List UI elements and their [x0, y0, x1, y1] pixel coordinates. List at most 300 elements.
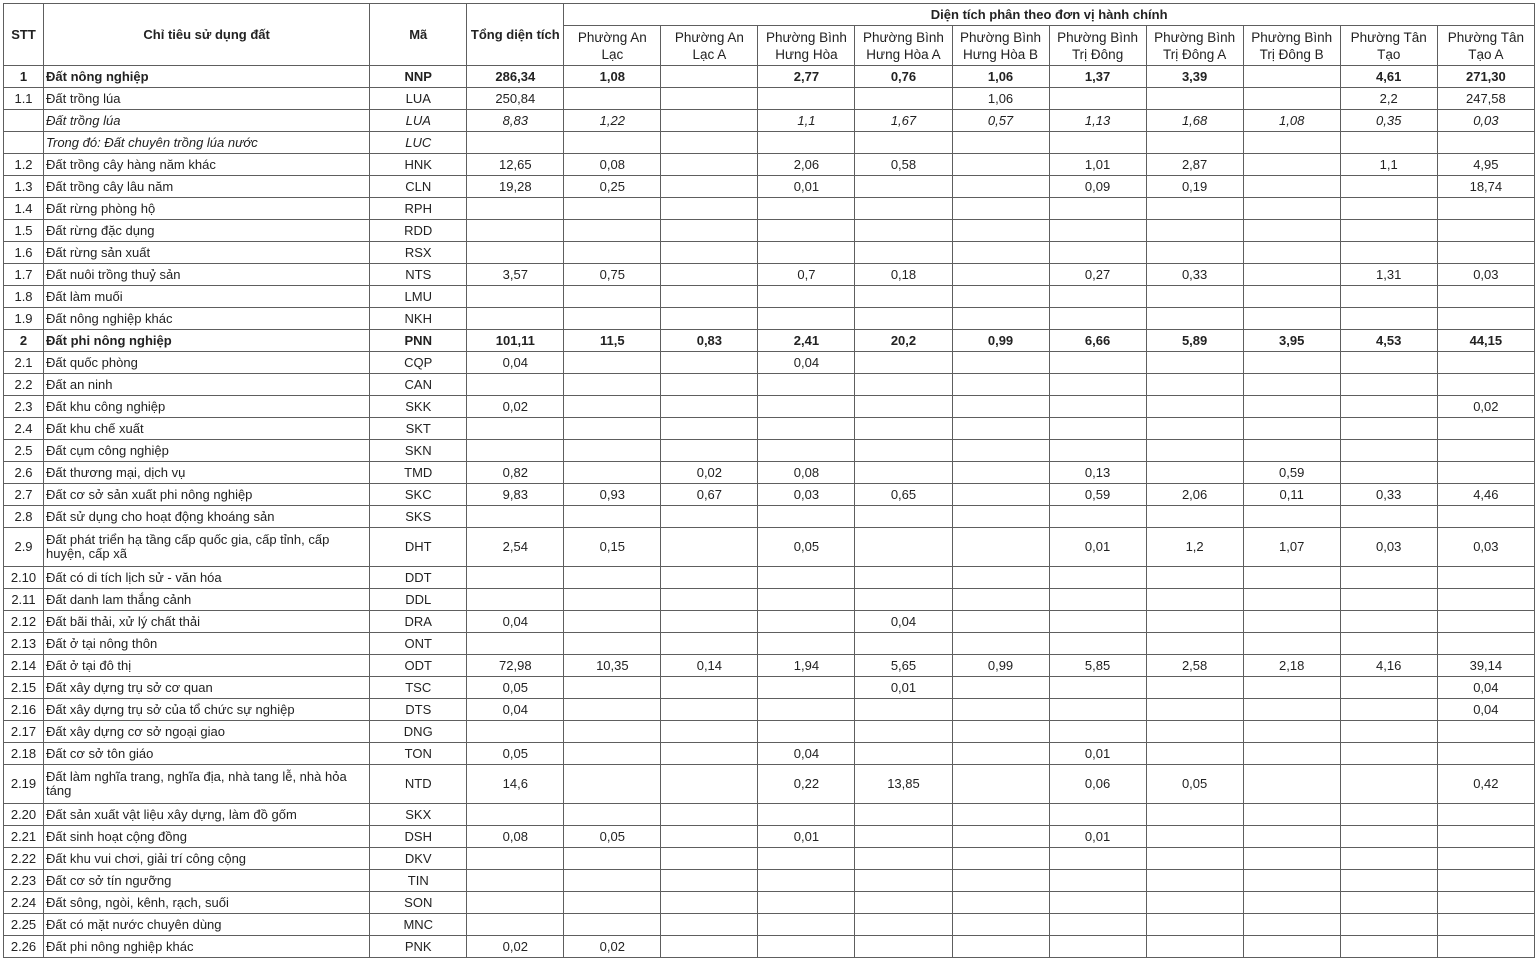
row-ward-cell	[1243, 848, 1340, 870]
row-ward-cell	[1049, 132, 1146, 154]
header-ward: Phường Bình Trị Đông B	[1243, 26, 1340, 66]
row-ward-cell	[855, 88, 952, 110]
row-ward-cell: 0,15	[564, 528, 661, 567]
row-stt-cell: 2.17	[4, 721, 44, 743]
row-ward-cell: 20,2	[855, 330, 952, 352]
row-ward-cell	[758, 611, 855, 633]
row-ward-cell	[952, 528, 1049, 567]
row-ward-cell: 4,16	[1340, 655, 1437, 677]
row-ward-cell	[952, 699, 1049, 721]
row-code-cell: LUA	[370, 110, 467, 132]
row-ward-cell	[1437, 374, 1534, 396]
row-ward-cell	[758, 308, 855, 330]
row-code-cell: LUC	[370, 132, 467, 154]
row-ward-cell	[952, 826, 1049, 848]
row-indicator-cell: Đất rừng sản xuất	[44, 242, 370, 264]
row-ward-cell: 0,57	[952, 110, 1049, 132]
row-indicator-cell: Đất ở tại đô thị	[44, 655, 370, 677]
row-indicator-cell: Đất an ninh	[44, 374, 370, 396]
row-ward-cell: 0,08	[564, 154, 661, 176]
row-ward-cell	[1437, 462, 1534, 484]
row-stt-cell: 1.1	[4, 88, 44, 110]
row-ward-cell	[952, 589, 1049, 611]
row-ward-cell: 2,06	[1146, 484, 1243, 506]
row-ward-cell	[1437, 826, 1534, 848]
row-ward-cell	[1049, 440, 1146, 462]
row-ward-cell: 0,13	[1049, 462, 1146, 484]
row-ward-cell: 1,07	[1243, 528, 1340, 567]
row-ward-cell	[564, 804, 661, 826]
row-stt-cell: 1.6	[4, 242, 44, 264]
row-ward-cell	[661, 567, 758, 589]
row-ward-cell: 1,08	[564, 66, 661, 88]
row-ward-cell	[1049, 936, 1146, 958]
row-ward-cell	[564, 892, 661, 914]
row-ward-cell	[952, 848, 1049, 870]
row-ward-cell	[564, 743, 661, 765]
table-row	[4, 611, 1535, 633]
row-ward-cell	[952, 462, 1049, 484]
row-ward-cell	[952, 611, 1049, 633]
row-ward-cell	[1243, 220, 1340, 242]
row-code-cell: DTS	[370, 699, 467, 721]
row-ward-cell	[661, 154, 758, 176]
row-indicator-cell: Đất xây dựng cơ sở ngoại giao	[44, 721, 370, 743]
row-code-cell: DSH	[370, 826, 467, 848]
row-stt-cell: 2.5	[4, 440, 44, 462]
row-total-cell: 0,02	[467, 936, 564, 958]
row-ward-cell	[1146, 440, 1243, 462]
row-total-cell	[467, 132, 564, 154]
row-total-cell: 14,6	[467, 765, 564, 804]
table-row	[4, 914, 1535, 936]
row-ward-cell	[1049, 352, 1146, 374]
row-ward-cell	[1243, 765, 1340, 804]
row-ward-cell	[758, 567, 855, 589]
row-ward-cell	[564, 198, 661, 220]
row-ward-cell	[1340, 589, 1437, 611]
row-ward-cell	[1146, 88, 1243, 110]
header-ward-group: Diện tích phân theo đơn vị hành chính	[564, 4, 1535, 26]
row-ward-cell	[855, 914, 952, 936]
row-ward-cell	[1146, 589, 1243, 611]
row-total-cell: 250,84	[467, 88, 564, 110]
row-ward-cell: 247,58	[1437, 88, 1534, 110]
row-ward-cell	[758, 220, 855, 242]
row-ward-cell	[1243, 870, 1340, 892]
row-ward-cell: 0,7	[758, 264, 855, 286]
row-ward-cell: 0,01	[758, 176, 855, 198]
row-ward-cell	[855, 699, 952, 721]
row-total-cell	[467, 804, 564, 826]
row-ward-cell	[1146, 286, 1243, 308]
row-total-cell	[467, 418, 564, 440]
row-ward-cell: 4,95	[1437, 154, 1534, 176]
row-ward-cell	[1146, 374, 1243, 396]
row-ward-cell	[1437, 848, 1534, 870]
row-ward-cell: 0,05	[1146, 765, 1243, 804]
row-code-cell: LUA	[370, 88, 467, 110]
row-ward-cell	[952, 721, 1049, 743]
row-ward-cell	[1146, 633, 1243, 655]
row-ward-cell	[952, 220, 1049, 242]
row-ward-cell	[952, 765, 1049, 804]
row-ward-cell	[758, 440, 855, 462]
row-ward-cell: 0,01	[855, 677, 952, 699]
row-stt-cell: 2.14	[4, 655, 44, 677]
row-ward-cell	[661, 633, 758, 655]
row-ward-cell	[855, 528, 952, 567]
row-ward-cell: 0,01	[1049, 528, 1146, 567]
row-ward-cell	[1243, 633, 1340, 655]
row-ward-cell	[1049, 567, 1146, 589]
row-ward-cell	[758, 804, 855, 826]
row-ward-cell	[1146, 848, 1243, 870]
row-ward-cell	[661, 308, 758, 330]
row-ward-cell: 1,2	[1146, 528, 1243, 567]
row-ward-cell	[1340, 826, 1437, 848]
row-code-cell: NNP	[370, 66, 467, 88]
row-ward-cell	[758, 88, 855, 110]
table-row	[4, 110, 1535, 132]
row-ward-cell: 0,05	[564, 826, 661, 848]
row-ward-cell	[1049, 892, 1146, 914]
row-ward-cell	[1146, 892, 1243, 914]
table-row	[4, 440, 1535, 462]
row-ward-cell: 0,19	[1146, 176, 1243, 198]
row-ward-cell	[1243, 242, 1340, 264]
row-ward-cell	[1049, 308, 1146, 330]
row-ward-cell	[1146, 132, 1243, 154]
row-ward-cell	[1340, 699, 1437, 721]
row-ward-cell	[1437, 567, 1534, 589]
row-code-cell: CLN	[370, 176, 467, 198]
row-ward-cell	[661, 611, 758, 633]
row-ward-cell	[1437, 743, 1534, 765]
row-code-cell: CAN	[370, 374, 467, 396]
row-ward-cell	[1049, 418, 1146, 440]
row-ward-cell	[564, 352, 661, 374]
row-ward-cell: 2,41	[758, 330, 855, 352]
row-indicator-cell: Đất rừng đặc dụng	[44, 220, 370, 242]
row-code-cell: RPH	[370, 198, 467, 220]
row-ward-cell	[855, 440, 952, 462]
header-ward: Phường An Lạc A	[661, 26, 758, 66]
row-total-cell: 0,02	[467, 396, 564, 418]
row-ward-cell	[1437, 589, 1534, 611]
row-indicator-cell: Đất có di tích lịch sử - văn hóa	[44, 567, 370, 589]
row-total-cell	[467, 440, 564, 462]
row-ward-cell: 0,04	[1437, 677, 1534, 699]
row-ward-cell	[1049, 611, 1146, 633]
row-ward-cell	[661, 374, 758, 396]
row-ward-cell	[661, 677, 758, 699]
row-total-cell: 19,28	[467, 176, 564, 198]
row-ward-cell	[661, 804, 758, 826]
row-ward-cell	[1437, 611, 1534, 633]
row-ward-cell: 0,33	[1146, 264, 1243, 286]
row-ward-cell	[1437, 506, 1534, 528]
row-ward-cell	[855, 286, 952, 308]
row-ward-cell	[1437, 936, 1534, 958]
row-stt-cell: 2.12	[4, 611, 44, 633]
table-row	[4, 198, 1535, 220]
row-ward-cell: 11,5	[564, 330, 661, 352]
row-stt-cell: 2.24	[4, 892, 44, 914]
header-ward: Phường Bình Trị Đông A	[1146, 26, 1243, 66]
row-ward-cell	[1340, 677, 1437, 699]
row-ward-cell	[952, 154, 1049, 176]
row-ward-cell	[952, 286, 1049, 308]
row-indicator-cell: Đất có mặt nước chuyên dùng	[44, 914, 370, 936]
row-ward-cell	[564, 567, 661, 589]
table-row	[4, 633, 1535, 655]
row-ward-cell	[952, 804, 1049, 826]
row-ward-cell: 2,2	[1340, 88, 1437, 110]
row-ward-cell	[1243, 936, 1340, 958]
row-code-cell: ONT	[370, 633, 467, 655]
row-ward-cell	[855, 418, 952, 440]
row-ward-cell	[564, 589, 661, 611]
row-total-cell: 2,54	[467, 528, 564, 567]
row-ward-cell: 0,27	[1049, 264, 1146, 286]
row-stt-cell: 2.15	[4, 677, 44, 699]
row-ward-cell: 0,58	[855, 154, 952, 176]
row-ward-cell: 0,04	[758, 743, 855, 765]
row-ward-cell	[564, 308, 661, 330]
row-ward-cell	[661, 418, 758, 440]
row-ward-cell	[1340, 440, 1437, 462]
row-stt-cell: 1.8	[4, 286, 44, 308]
row-code-cell: TON	[370, 743, 467, 765]
row-ward-cell	[855, 374, 952, 396]
row-indicator-cell: Đất rừng phòng hộ	[44, 198, 370, 220]
row-ward-cell	[1243, 66, 1340, 88]
row-ward-cell	[661, 589, 758, 611]
row-total-cell	[467, 286, 564, 308]
row-ward-cell: 0,59	[1243, 462, 1340, 484]
row-ward-cell	[1340, 743, 1437, 765]
row-ward-cell	[855, 721, 952, 743]
row-ward-cell	[1340, 286, 1437, 308]
row-indicator-cell: Đất sinh hoạt cộng đồng	[44, 826, 370, 848]
row-ward-cell	[564, 396, 661, 418]
row-total-cell: 0,05	[467, 743, 564, 765]
row-ward-cell: 0,99	[952, 330, 1049, 352]
row-ward-cell: 0,18	[855, 264, 952, 286]
row-ward-cell: 0,03	[1437, 264, 1534, 286]
row-code-cell: SKT	[370, 418, 467, 440]
row-ward-cell	[1146, 721, 1243, 743]
row-ward-cell	[1146, 198, 1243, 220]
table-row	[4, 330, 1535, 352]
row-ward-cell	[564, 611, 661, 633]
row-ward-cell	[1049, 242, 1146, 264]
row-code-cell: TSC	[370, 677, 467, 699]
row-ward-cell: 0,25	[564, 176, 661, 198]
row-code-cell: ODT	[370, 655, 467, 677]
row-ward-cell	[758, 870, 855, 892]
row-code-cell: DDL	[370, 589, 467, 611]
row-code-cell: NTS	[370, 264, 467, 286]
row-ward-cell: 0,01	[1049, 826, 1146, 848]
row-ward-cell: 0,35	[1340, 110, 1437, 132]
row-ward-cell	[564, 914, 661, 936]
row-ward-cell	[1437, 352, 1534, 374]
row-total-cell	[467, 914, 564, 936]
row-stt-cell: 1	[4, 66, 44, 88]
row-ward-cell	[1243, 154, 1340, 176]
row-ward-cell: 1,01	[1049, 154, 1146, 176]
row-ward-cell	[952, 633, 1049, 655]
row-ward-cell: 0,14	[661, 655, 758, 677]
row-total-cell: 0,08	[467, 826, 564, 848]
row-ward-cell: 2,87	[1146, 154, 1243, 176]
row-ward-cell	[1243, 418, 1340, 440]
row-ward-cell: 0,02	[661, 462, 758, 484]
row-ward-cell	[1049, 396, 1146, 418]
table-row	[4, 154, 1535, 176]
row-ward-cell	[661, 765, 758, 804]
row-ward-cell: 6,66	[1049, 330, 1146, 352]
row-ward-cell: 4,53	[1340, 330, 1437, 352]
row-code-cell: DRA	[370, 611, 467, 633]
row-ward-cell	[855, 242, 952, 264]
row-indicator-cell: Đất trồng cây lâu năm	[44, 176, 370, 198]
row-ward-cell	[1146, 826, 1243, 848]
row-ward-cell: 5,65	[855, 655, 952, 677]
row-ward-cell: 0,42	[1437, 765, 1534, 804]
row-ward-cell	[1146, 352, 1243, 374]
header-indicator: Chỉ tiêu sử dụng đất	[44, 4, 370, 66]
row-ward-cell	[1243, 264, 1340, 286]
row-ward-cell	[661, 396, 758, 418]
row-ward-cell	[1146, 804, 1243, 826]
row-total-cell	[467, 848, 564, 870]
row-ward-cell	[564, 418, 661, 440]
table-row	[4, 242, 1535, 264]
row-ward-cell	[952, 198, 1049, 220]
row-ward-cell: 2,18	[1243, 655, 1340, 677]
row-ward-cell	[1340, 611, 1437, 633]
row-stt-cell	[4, 132, 44, 154]
row-ward-cell: 0,99	[952, 655, 1049, 677]
row-ward-cell	[564, 870, 661, 892]
row-total-cell	[467, 198, 564, 220]
row-code-cell: LMU	[370, 286, 467, 308]
row-ward-cell	[1146, 242, 1243, 264]
row-ward-cell	[855, 589, 952, 611]
row-total-cell: 286,34	[467, 66, 564, 88]
row-indicator-cell: Đất khu công nghiệp	[44, 396, 370, 418]
row-ward-cell	[564, 132, 661, 154]
row-ward-cell	[855, 396, 952, 418]
row-ward-cell	[564, 633, 661, 655]
row-ward-cell	[1243, 506, 1340, 528]
row-total-cell	[467, 870, 564, 892]
header-code: Mã	[370, 4, 467, 66]
row-ward-cell: 3,39	[1146, 66, 1243, 88]
row-ward-cell	[758, 242, 855, 264]
row-ward-cell	[1437, 286, 1534, 308]
row-ward-cell	[855, 352, 952, 374]
header-row-top	[4, 4, 1535, 26]
row-ward-cell	[661, 132, 758, 154]
row-ward-cell: 1,13	[1049, 110, 1146, 132]
row-ward-cell: 0,59	[1049, 484, 1146, 506]
row-indicator-cell: Đất cụm công nghiệp	[44, 440, 370, 462]
row-ward-cell: 1,31	[1340, 264, 1437, 286]
row-ward-cell: 1,94	[758, 655, 855, 677]
table-row	[4, 286, 1535, 308]
row-stt-cell: 1.7	[4, 264, 44, 286]
row-ward-cell	[1340, 462, 1437, 484]
row-ward-cell	[952, 892, 1049, 914]
row-ward-cell: 3,95	[1243, 330, 1340, 352]
row-ward-cell	[1340, 936, 1437, 958]
row-ward-cell	[1049, 374, 1146, 396]
row-stt-cell: 1.5	[4, 220, 44, 242]
row-ward-cell	[952, 870, 1049, 892]
row-ward-cell	[952, 264, 1049, 286]
row-ward-cell	[1340, 633, 1437, 655]
row-ward-cell	[952, 176, 1049, 198]
row-ward-cell	[661, 110, 758, 132]
row-stt-cell: 2.22	[4, 848, 44, 870]
row-code-cell: RDD	[370, 220, 467, 242]
row-ward-cell: 0,04	[1437, 699, 1534, 721]
row-indicator-cell: Đất danh lam thắng cảnh	[44, 589, 370, 611]
table-row	[4, 220, 1535, 242]
row-ward-cell	[1049, 804, 1146, 826]
row-ward-cell	[1437, 804, 1534, 826]
row-ward-cell	[855, 462, 952, 484]
row-ward-cell	[661, 286, 758, 308]
row-ward-cell	[952, 352, 1049, 374]
row-ward-cell	[661, 198, 758, 220]
row-ward-cell	[1340, 374, 1437, 396]
table-row	[4, 352, 1535, 374]
table-row	[4, 506, 1535, 528]
row-indicator-cell: Đất nông nghiệp khác	[44, 308, 370, 330]
row-ward-cell: 0,76	[855, 66, 952, 88]
row-ward-cell	[758, 374, 855, 396]
row-ward-cell	[661, 66, 758, 88]
row-code-cell: RSX	[370, 242, 467, 264]
row-ward-cell: 13,85	[855, 765, 952, 804]
row-ward-cell	[1340, 242, 1437, 264]
row-indicator-cell: Đất xây dựng trụ sở cơ quan	[44, 677, 370, 699]
row-ward-cell	[855, 220, 952, 242]
row-total-cell	[467, 220, 564, 242]
row-ward-cell	[661, 220, 758, 242]
row-ward-cell	[1437, 198, 1534, 220]
row-stt-cell: 2.4	[4, 418, 44, 440]
row-ward-cell	[758, 892, 855, 914]
row-ward-cell: 2,77	[758, 66, 855, 88]
row-ward-cell	[1146, 506, 1243, 528]
row-total-cell: 12,65	[467, 154, 564, 176]
table-row	[4, 721, 1535, 743]
row-ward-cell: 0,93	[564, 484, 661, 506]
header-ward: Phường Bình Hưng Hòa	[758, 26, 855, 66]
row-ward-cell	[1437, 440, 1534, 462]
header-stt: STT	[4, 4, 44, 66]
row-indicator-cell: Đất phi nông nghiệp	[44, 330, 370, 352]
row-indicator-cell: Đất nông nghiệp	[44, 66, 370, 88]
table-row	[4, 699, 1535, 721]
row-ward-cell	[758, 198, 855, 220]
